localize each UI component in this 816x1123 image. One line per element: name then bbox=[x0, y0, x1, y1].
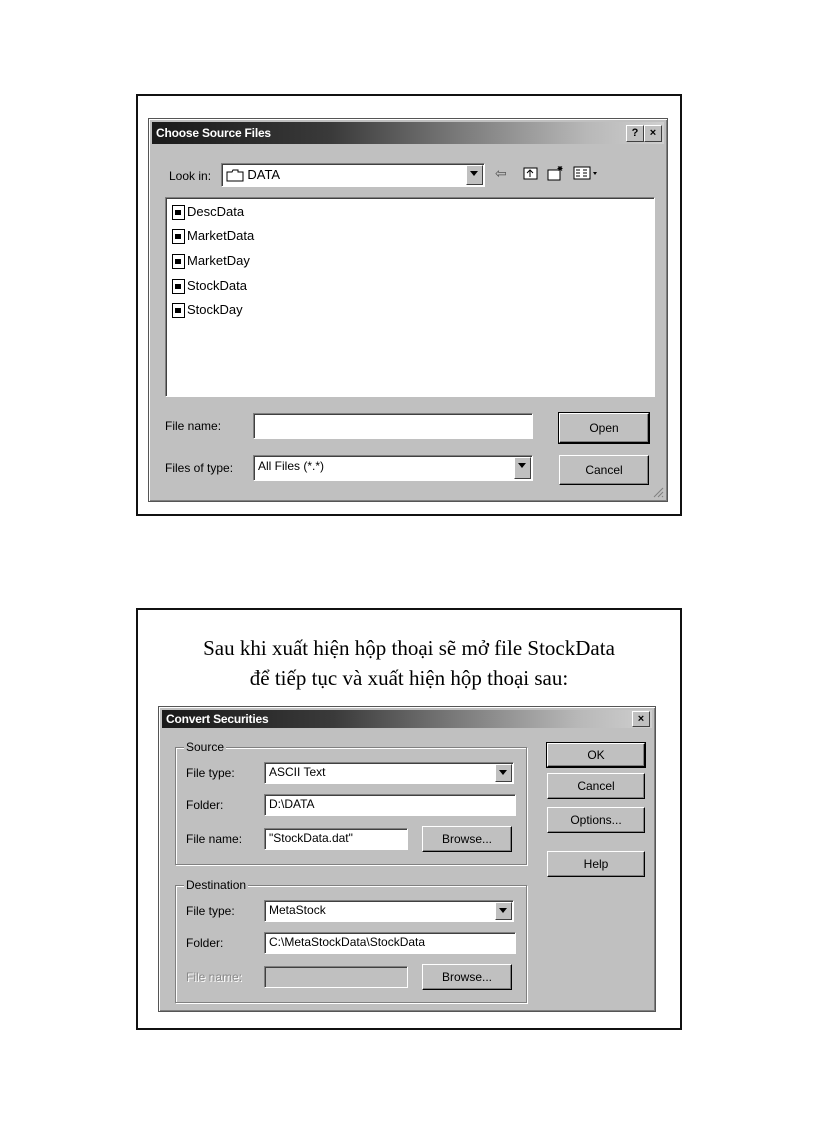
cancel-button[interactable]: Cancel bbox=[559, 455, 649, 485]
caption-line-1: Sau khi xuất hiện hộp thoại sẽ mở file StockData bbox=[203, 636, 615, 660]
source-file-type-dropdown[interactable]: ASCII Text bbox=[264, 762, 514, 784]
choose-source-files-dialog bbox=[148, 118, 668, 502]
up-folder-icon[interactable] bbox=[523, 165, 539, 184]
file-icon bbox=[172, 279, 185, 294]
destination-file-name-label: File name: bbox=[186, 970, 243, 984]
close-button[interactable]: × bbox=[632, 711, 650, 727]
file-name-label: File name: bbox=[165, 419, 222, 433]
list-item[interactable] bbox=[172, 253, 250, 273]
file-name: StockDay bbox=[187, 302, 243, 317]
destination-file-name-input bbox=[264, 966, 408, 988]
destination-folder-input[interactable]: C:\MetaStockData\StockData bbox=[264, 932, 516, 954]
source-folder-label: Folder: bbox=[186, 798, 224, 812]
destination-folder-label: Folder: bbox=[186, 936, 224, 950]
open-button[interactable]: Open bbox=[559, 413, 649, 443]
dialog-title: Choose Source Files bbox=[156, 126, 271, 140]
files-of-type-value: All Files (*.*) bbox=[258, 459, 325, 473]
file-icon bbox=[172, 205, 185, 220]
dialog-title: Convert Securities bbox=[166, 712, 269, 726]
back-icon[interactable]: ⇦ bbox=[495, 165, 507, 181]
source-browse-button[interactable]: Browse... bbox=[422, 826, 512, 852]
files-of-type-dropdown[interactable] bbox=[253, 455, 533, 481]
source-folder-input[interactable]: D:\DATA bbox=[264, 794, 516, 816]
destination-file-type-label: File type: bbox=[186, 904, 235, 918]
help-button[interactable]: Help bbox=[547, 851, 645, 877]
destination-browse-button[interactable]: Browse... bbox=[422, 964, 512, 990]
cancel-button[interactable]: Cancel bbox=[547, 773, 645, 799]
list-item[interactable] bbox=[172, 228, 254, 248]
file-name: DescData bbox=[187, 204, 245, 219]
resize-grip-icon[interactable] bbox=[652, 486, 664, 498]
convert-securities-dialog bbox=[158, 706, 656, 1012]
slide-frame-top bbox=[136, 94, 682, 516]
options-button[interactable]: Options... bbox=[547, 807, 645, 833]
toolbar bbox=[495, 165, 615, 185]
destination-legend: Destination bbox=[186, 878, 247, 892]
source-file-name-input[interactable]: "StockData.dat" bbox=[264, 828, 408, 850]
list-item[interactable] bbox=[172, 302, 243, 322]
view-menu-icon[interactable] bbox=[573, 165, 599, 184]
look-in-dropdown-arrow[interactable] bbox=[466, 165, 483, 185]
dialog-titlebar bbox=[152, 122, 664, 144]
source-legend: Source bbox=[186, 740, 225, 754]
slide-frame-bottom bbox=[136, 608, 682, 1030]
file-name-input[interactable] bbox=[253, 413, 533, 439]
file-icon bbox=[172, 303, 185, 318]
help-button[interactable]: ? bbox=[626, 125, 644, 142]
destination-file-type-dropdown[interactable]: MetaStock bbox=[264, 900, 514, 922]
close-button[interactable]: × bbox=[644, 125, 662, 142]
source-group bbox=[175, 740, 527, 865]
file-name: MarketData bbox=[187, 228, 255, 243]
file-name: StockData bbox=[187, 278, 247, 293]
look-in-label: Look in: bbox=[169, 169, 212, 183]
source-file-name-label: File name: bbox=[186, 832, 243, 846]
caption-line-2: để tiếp tục và xuất hiện hộp thoại sau: bbox=[249, 666, 569, 690]
file-name: MarketDay bbox=[187, 253, 250, 268]
destination-file-type-arrow[interactable] bbox=[495, 902, 512, 920]
dialog-titlebar bbox=[162, 710, 652, 728]
source-file-type-arrow[interactable] bbox=[495, 764, 512, 782]
files-of-type-label: Files of type: bbox=[165, 461, 234, 475]
folder-icon bbox=[226, 169, 244, 182]
list-item[interactable] bbox=[172, 204, 244, 224]
ok-button[interactable]: OK bbox=[547, 743, 645, 767]
file-list[interactable] bbox=[165, 197, 655, 397]
look-in-dropdown[interactable] bbox=[221, 163, 485, 187]
list-item[interactable] bbox=[172, 278, 247, 298]
source-file-type-label: File type: bbox=[186, 766, 235, 780]
file-icon bbox=[172, 254, 185, 269]
new-folder-icon[interactable] bbox=[547, 165, 565, 184]
look-in-value: DATA bbox=[247, 167, 281, 182]
files-of-type-arrow[interactable] bbox=[514, 457, 531, 479]
file-icon bbox=[172, 229, 185, 244]
destination-group bbox=[175, 878, 527, 1003]
